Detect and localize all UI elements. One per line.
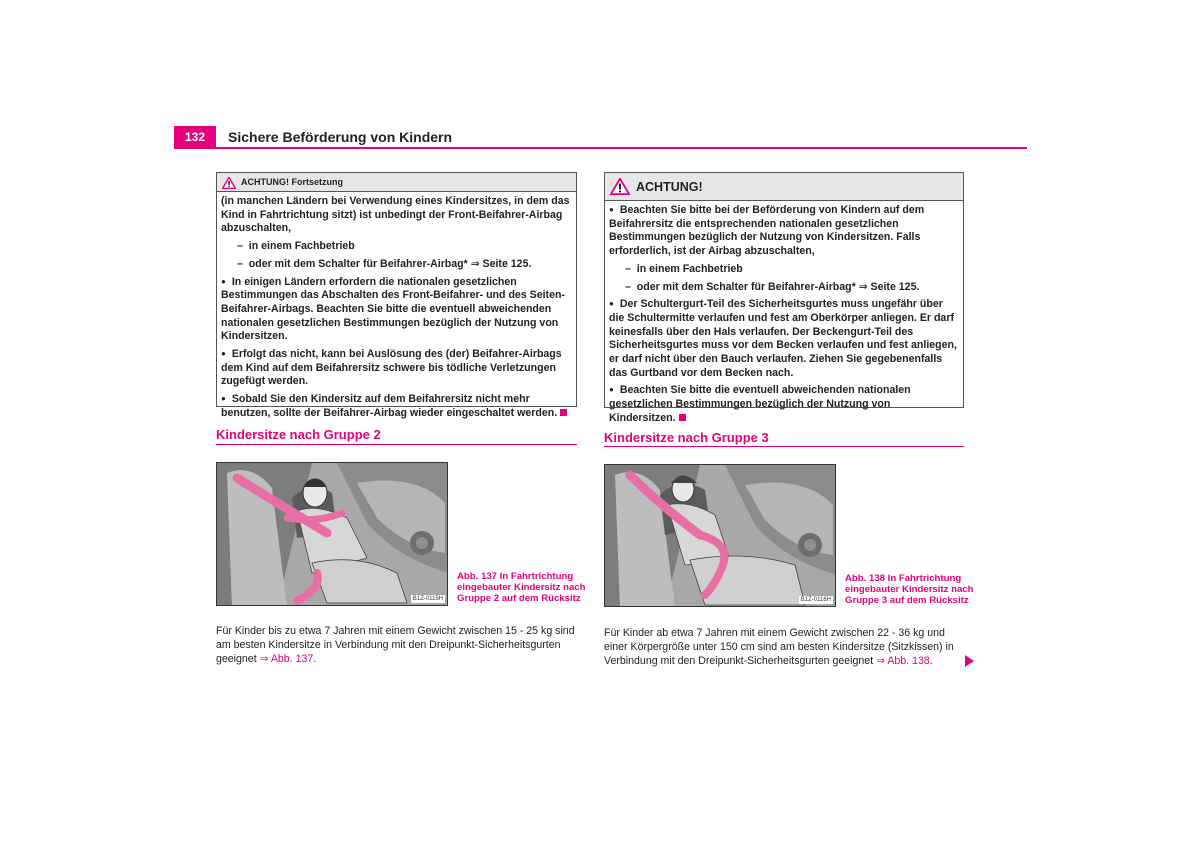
bullet-item: ● Erfolgt das nicht, kann bei Auslösung des (der) Beifahrer-Airbags dem Kind auf dem Beifahrersitz schwere bis tödliche Verletzungen zugefügt werden.: [221, 348, 572, 389]
end-square-icon: [679, 414, 686, 421]
bullet-item: ● Beachten Sie bitte bei der Beförderung von Kindern auf dem Beifahrersitz die entsprechenden nationalen gesetzlichen Bestimmungen bezüglich der Nutzung von Kindersitzen. Falls erforderlich, ist der Airbag abzuschalten,: [609, 204, 959, 259]
warning-box-title: ACHTUNG! Fortsetzung: [241, 177, 343, 187]
running-header: Sichere Beförderung von Kindern: [228, 129, 453, 145]
section-rule: [216, 444, 577, 445]
section-text: Für Kinder ab etwa 7 Jahren mit einem Gewicht zwischen 22 - 36 kg und einer Körpergröße unter 150 cm sind am besten Kindersitze (Sitzkissen) in Verbindung mit den Dreipunkt-Sicherheitsgurten geeignet ⇒ Abb. 138.: [604, 627, 954, 667]
bullet-item: ● Der Schultergurt-Teil des Sicherheitsgurtes muss ungefähr über die Schultermitte verlaufen und fest am Oberkörper anliegen. Er darf keinesfalls über den Hals verlaufen. Der Beckengurt-Teil des Sicherheitsgurtes muss vor dem Becken verlaufen und fest anliegen, er darf nicht über den Bauch verlaufen. Ziehen Sie gegebenenfalls das Gurtband vor dem Becken nach.: [609, 298, 959, 380]
header-rule: [174, 147, 1027, 149]
figure-link[interactable]: ⇒ Abb. 138: [876, 655, 930, 667]
dash-item: – oder mit dem Schalter für Beifahrer-Airbag* ⇒ Seite 125.: [625, 280, 920, 293]
figure-137: [216, 462, 448, 606]
section-title-group-2: Kindersitze nach Gruppe 2: [216, 427, 381, 442]
figure-code: B1Z-0116H: [800, 597, 831, 603]
figure-137-illustration: [217, 463, 448, 606]
warning-intro: (in manchen Ländern bei Verwendung eines Kindersitzes, in dem das Kind in Fahrtrichtung sitzt) ist unbedingt der Front-Beifahrer-Airbag abzuschalten,: [221, 195, 570, 235]
section-rule: [604, 446, 964, 447]
figure-link[interactable]: ⇒ Abb. 137: [259, 653, 314, 665]
figure-138: [604, 464, 836, 607]
section-title-group-3: Kindersitze nach Gruppe 3: [604, 430, 769, 445]
warning-box-continued: [216, 172, 577, 419]
section-text: Für Kinder bis zu etwa 7 Jahren mit einem Gewicht zwischen 15 - 25 kg sind am besten Kindersitze in Verbindung mit den Dreipunkt-Sicherheitsgurten geeignet ⇒ Abb. 137.: [216, 625, 575, 665]
warning-triangle-icon: [222, 176, 236, 188]
end-square-icon: [560, 409, 567, 416]
figure-138-illustration: [605, 465, 836, 607]
warning-box-header: [605, 173, 963, 201]
warning-triangle-icon: [610, 178, 630, 195]
dash-item: – in einem Fachbetrieb: [237, 240, 355, 253]
dash-item: – in einem Fachbetrieb: [625, 262, 743, 275]
warning-box-body: [217, 192, 576, 425]
next-page-arrow-icon[interactable]: [965, 655, 974, 667]
warning-box: [604, 172, 964, 424]
figure-code: B1Z-0115H: [412, 596, 443, 602]
page-number: 132: [174, 126, 216, 148]
bullet-item: ● Beachten Sie bitte die eventuell abweichenden nationalen gesetzlichen Bestimmungen bezüglich der Nutzung von Kindersitzen.: [609, 384, 959, 425]
bullet-item: ● Sobald Sie den Kindersitz auf dem Beifahrersitz nicht mehr benutzen, sollte der Beifahrer-Airbag wieder eingeschaltet werden.: [221, 393, 572, 420]
warning-box-header: [217, 173, 576, 192]
figure-caption: Abb. 137 In Fahrtrichtung eingebauter Kindersitz nach Gruppe 2 auf dem Rücksitz: [457, 571, 586, 604]
warning-box-body: [605, 201, 963, 430]
figure-caption: Abb. 138 In Fahrtrichtung eingebauter Kindersitz nach Gruppe 3 auf dem Rücksitz: [845, 573, 974, 606]
dash-item: – oder mit dem Schalter für Beifahrer-Airbag* ⇒ Seite 125.: [237, 257, 532, 270]
warning-box-title: ACHTUNG!: [636, 179, 703, 194]
bullet-item: ● In einigen Ländern erfordern die nationalen gesetzlichen Bestimmungen das Abschalten des Front-Beifahrer- und des Seiten-Beifahrer-Airbags. Beachten Sie bitte die eventuell abweichenden nationalen gesetzlichen Bestimmungen bezüglich der Nutzung von Kindersitzen.: [221, 276, 572, 345]
